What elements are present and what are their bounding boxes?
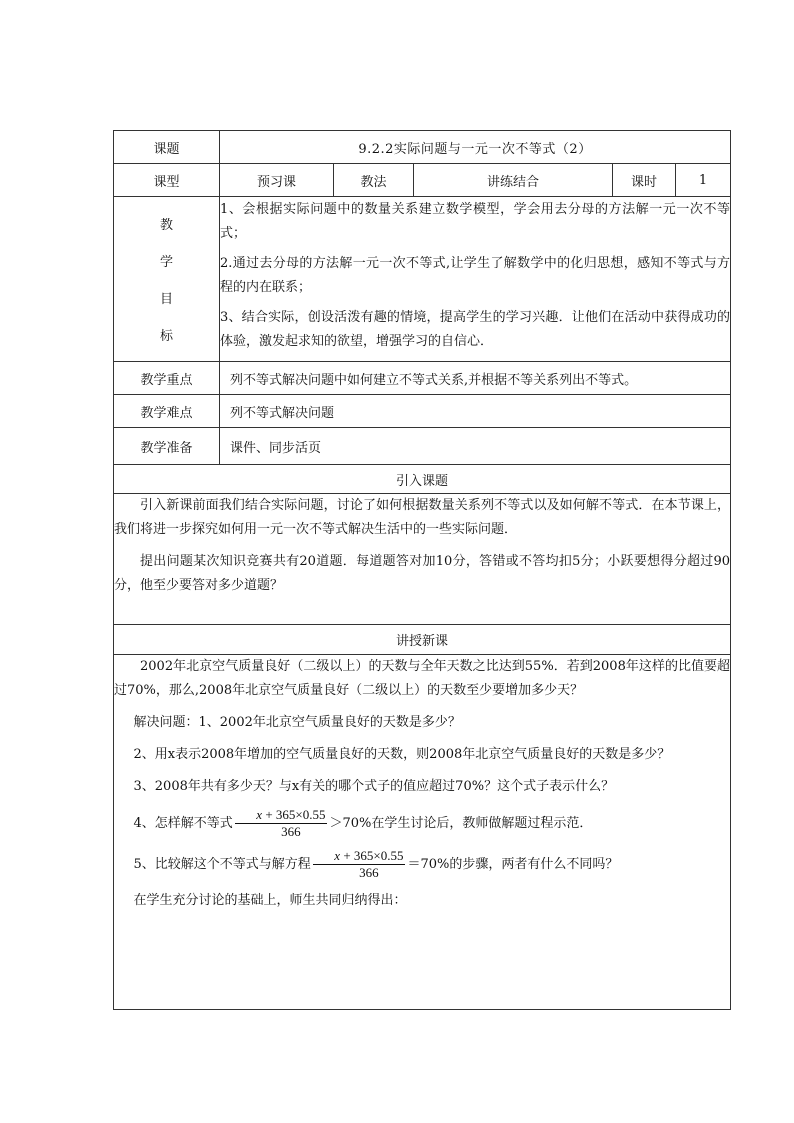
difficulty-row xyxy=(114,395,731,428)
conclusion-text: 在学生充分讨论的基础上，师生共同归纳得出： xyxy=(133,893,407,908)
goals-label-char: 教 xyxy=(159,218,173,233)
goal-item: 2.通过去分母的方法解一元一次不等式,让学生了解数学中的化归思想，感知不等式与方程的内在联系； xyxy=(220,256,731,295)
inequality-fraction xyxy=(235,807,328,840)
goal-item: 3、结合实际，创设活泼有趣的情境，提高学生的学习兴趣．让他们在活动中获得成功的体验，激发起求知的欲望，增强学习的自信心． xyxy=(220,310,731,349)
hours-value: 1 xyxy=(676,164,731,197)
hours-label: 课时 xyxy=(613,164,676,197)
lesson-plan-document xyxy=(113,130,730,1011)
fraction-denominator: 366 xyxy=(281,824,301,839)
question-5-tail: ＝70%的步骤，两者有什么不同吗？ xyxy=(407,857,619,872)
goals-label-char: 标 xyxy=(159,329,173,344)
preparation-row xyxy=(114,428,731,465)
question-4 xyxy=(114,807,730,840)
fraction-denominator: 366 xyxy=(359,865,379,880)
goal-item: 1、会根据实际问题中的数量关系建立数学模型，学会用去分母的方法解一元一次不等式； xyxy=(220,202,731,241)
question-3: 3、2008年共有多少天？与x有关的哪个式子的值应超过70%？这个式子表示什么？ xyxy=(133,779,615,794)
goals-label-char: 学 xyxy=(159,255,173,270)
method-label: 教法 xyxy=(334,164,414,197)
topic-row xyxy=(114,131,731,164)
course-type-row xyxy=(114,164,731,197)
preparation-value: 课件、同步活页 xyxy=(220,428,731,465)
question-5 xyxy=(114,848,730,881)
key-point-row xyxy=(114,362,731,395)
goals-label xyxy=(114,197,220,362)
method-value: 讲练结合 xyxy=(414,164,613,197)
intro-paragraph: 提出问题某次知识竞赛共有20道题．每道题答对加10分，答错或不答均扣5分；小跃要想得分超过90分，他至少要答对多少道题？ xyxy=(114,554,731,593)
intro-heading: 引入课题 xyxy=(114,465,731,494)
question-5-lead: 5、比较解这个不等式与解方程 xyxy=(133,857,311,872)
question-2: 2、用x表示2008年增加的空气质量良好的天数，则2008年北京空气质量良好的天数是多少？ xyxy=(133,747,671,762)
equation-fraction xyxy=(313,848,406,881)
key-point-value: 列不等式解决问题中如何建立不等式关系,并根据不等关系列出不等式。 xyxy=(220,362,731,395)
difficulty-value: 列不等式解决问题 xyxy=(220,395,731,428)
goals-content xyxy=(220,197,731,362)
preparation-label: 教学准备 xyxy=(114,428,220,465)
goals-row xyxy=(114,197,731,362)
lecture-heading-row xyxy=(114,625,731,655)
type-label: 课型 xyxy=(114,164,220,197)
intro-heading-row xyxy=(114,465,731,494)
intro-content-row xyxy=(114,494,731,625)
question-1: 解决问题：1、2002年北京空气质量良好的天数是多少？ xyxy=(133,715,461,730)
goals-label-char: 目 xyxy=(159,292,173,307)
question-4-tail: ＞70%在学生讨论后，教师做解题过程示范． xyxy=(329,816,593,831)
topic-label: 课题 xyxy=(114,131,220,164)
lecture-content-row xyxy=(114,655,731,1010)
fraction-numerator: x + 365×0.55 xyxy=(235,807,328,824)
intro-paragraph: 引入新课前面我们结合实际问题，讨论了如何根据数量关系列不等式以及如何解不等式．在本节课上，我们将进一步探究如何用一元一次不等式解决生活中的一些实际问题． xyxy=(114,498,731,537)
intro-content xyxy=(114,494,731,625)
type-value: 预习课 xyxy=(220,164,334,197)
topic-value: 9.2.2实际问题与一元一次不等式（2） xyxy=(220,131,731,164)
lecture-content xyxy=(114,655,731,1010)
fraction-numerator: x + 365×0.55 xyxy=(313,848,406,865)
lecture-problem: 2002年北京空气质量良好（二级以上）的天数与全年天数之比达到55%．若到2008年这样的比值要超过70%，那么,2008年北京空气质量良好（二级以上）的天数至少要增加多少天？ xyxy=(114,659,731,698)
question-4-lead: 4、怎样解不等式 xyxy=(133,816,233,831)
lesson-plan-table xyxy=(113,130,731,1010)
key-point-label: 教学重点 xyxy=(114,362,220,395)
lecture-heading: 讲授新课 xyxy=(114,625,731,655)
difficulty-label: 教学难点 xyxy=(114,395,220,428)
